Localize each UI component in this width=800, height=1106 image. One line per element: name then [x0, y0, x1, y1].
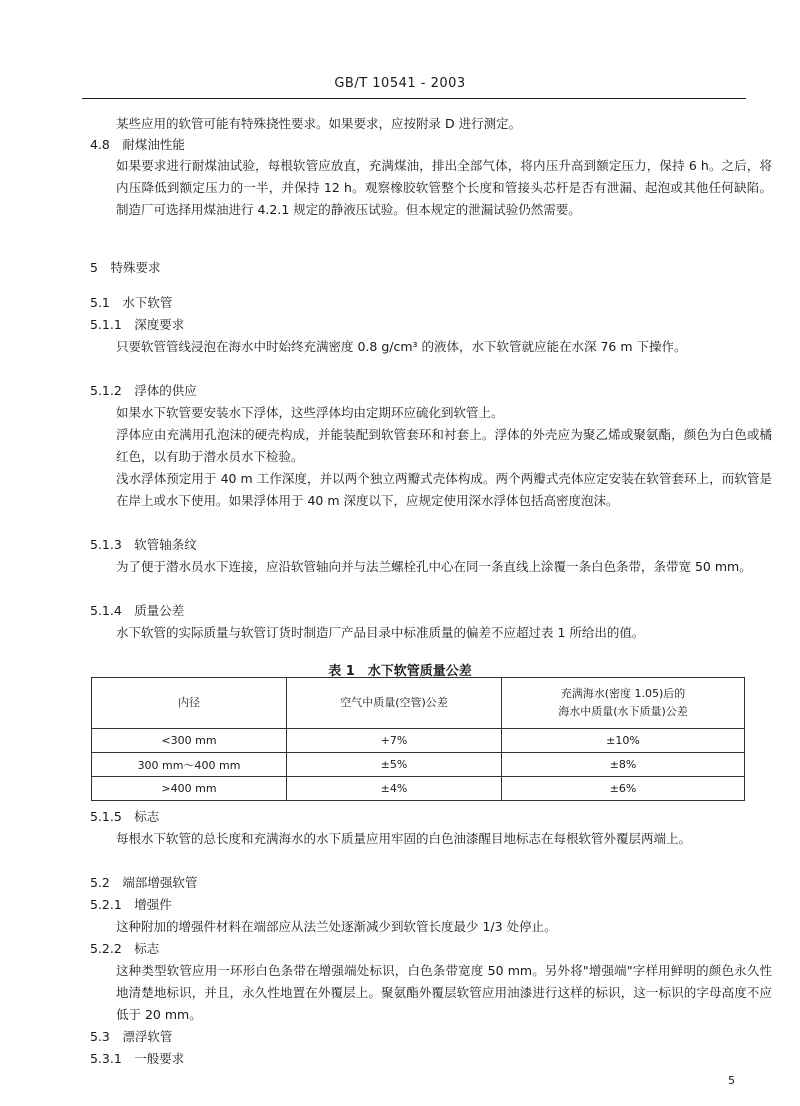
header-line: 海水中质量(水下质量)公差	[558, 705, 688, 718]
section-heading: 5.3.1 一般要求	[90, 1051, 185, 1066]
mass-tolerance-table	[91, 677, 745, 801]
paragraph: 水下软管的实际质量与软管订货时制造厂产品目录中标准质量的偏差不应超过表 1 所给出的值。	[116, 625, 645, 640]
table-row	[92, 753, 745, 777]
paragraph: 某些应用的软管可能有特殊挠性要求。如果要求，应按附录 D 进行测定。	[116, 116, 522, 131]
section-heading: 5.2.1 增强件	[90, 897, 172, 912]
paragraph: 这种附加的增强件材料在端部应从法兰处逐渐减少到软管长度最少 1/3 处停止。	[116, 919, 557, 934]
table-cell: <300 mm	[92, 729, 287, 753]
table-caption: 表 1 水下软管质量公差	[328, 664, 472, 679]
paragraph: 如果水下软管要安装水下浮体，这些浮体均由定期环应硫化到软管上。	[116, 405, 504, 420]
section-heading: 5.1.4 质量公差	[90, 603, 185, 618]
section-heading: 5.1.1 深度要求	[90, 317, 185, 332]
table-header-cell	[502, 678, 745, 729]
section-heading: 5.1.2 浮体的供应	[90, 383, 197, 398]
paragraph: 为了便于潜水员水下连接，应沿软管轴向并与法兰螺栓孔中心在同一条直线上涂覆一条白色条带，条带宽 50 mm。	[116, 559, 752, 574]
table-header-cell: 内径	[92, 678, 287, 729]
table-cell: ±8%	[502, 753, 745, 777]
table-cell: ±5%	[287, 753, 502, 777]
table-header-row	[92, 678, 745, 729]
section-heading: 5.1.3 软管轴条纹	[90, 537, 197, 552]
table-row	[92, 729, 745, 753]
paragraph: 这种类型软管应用一环形白色条带在增强端处标识，白色条带宽度 50 mm。另外将"增强端"字样用鲜明的颜色永久性地清楚地标识，并且，永久性地置在外覆层上。聚氨酯外覆层软管应用油漆进行这样的标识，这一标识的字母高度不应低于 20 mm。	[116, 963, 772, 1022]
paragraph: 每根水下软管的总长度和充满海水的水下质量应用牢固的白色油漆醒目地标志在每根软管外覆层两端上。	[116, 831, 692, 846]
section-heading: 5.2.2 标志	[90, 941, 160, 956]
table-cell: 300 mm～400 mm	[92, 753, 287, 777]
table-header-cell: 空气中质量(空管)公差	[287, 678, 502, 729]
section-heading: 5.3 漂浮软管	[90, 1029, 173, 1044]
standard-code-header: GB/T 10541 - 2003	[334, 76, 466, 91]
paragraph: 浅水浮体预定用于 40 m 工作深度，并以两个独立两瓣式壳体构成。两个两瓣式壳体应定安装在软管套环上，而软管是在岸上或水下使用。如果浮体用于 40 m 深度以下，应规定使用深水浮体包括高密度泡沫。	[116, 471, 772, 508]
header-rule	[82, 98, 746, 99]
table-row	[92, 777, 745, 801]
section-heading: 5 特殊要求	[90, 260, 161, 275]
page-number: 5	[728, 1074, 735, 1087]
section-heading: 5.1 水下软管	[90, 295, 173, 310]
table-cell: ±4%	[287, 777, 502, 801]
paragraph: 浮体应由充满用孔泡沫的硬壳构成，并能装配到软管套环和衬套上。浮体的外壳应为聚乙烯或聚氨酯，颜色为白色或橘红色，以有助于潜水员水下检验。	[116, 427, 772, 464]
header-line: 充满海水(密度 1.05)后的	[560, 687, 686, 700]
section-heading: 5.1.5 标志	[90, 809, 160, 824]
table-cell: +7%	[287, 729, 502, 753]
table-cell: ±6%	[502, 777, 745, 801]
paragraph: 如果要求进行耐煤油试验，每根软管应放直，充满煤油，排出全部气体，将内压升高到额定压力，保持 6 h。之后，将内压降低到额定压力的一半，并保持 12 h。观察橡胶软管整个长度和管接头芯杆是否有泄漏、起泡或其他任何缺陷。制造厂可选择用煤油进行 4.2.1 规定的静液压试验。但本规定的泄漏试验仍然需要。	[116, 158, 772, 217]
paragraph: 只要软管管线浸泡在海水中时始终充满密度 0.8 g/cm³ 的液体，水下软管就应能在水深 76 m 下操作。	[116, 339, 687, 354]
section-heading: 5.2 端部增强软管	[90, 875, 198, 890]
table-cell: >400 mm	[92, 777, 287, 801]
section-heading: 4.8 耐煤油性能	[90, 137, 185, 152]
table-cell: ±10%	[502, 729, 745, 753]
